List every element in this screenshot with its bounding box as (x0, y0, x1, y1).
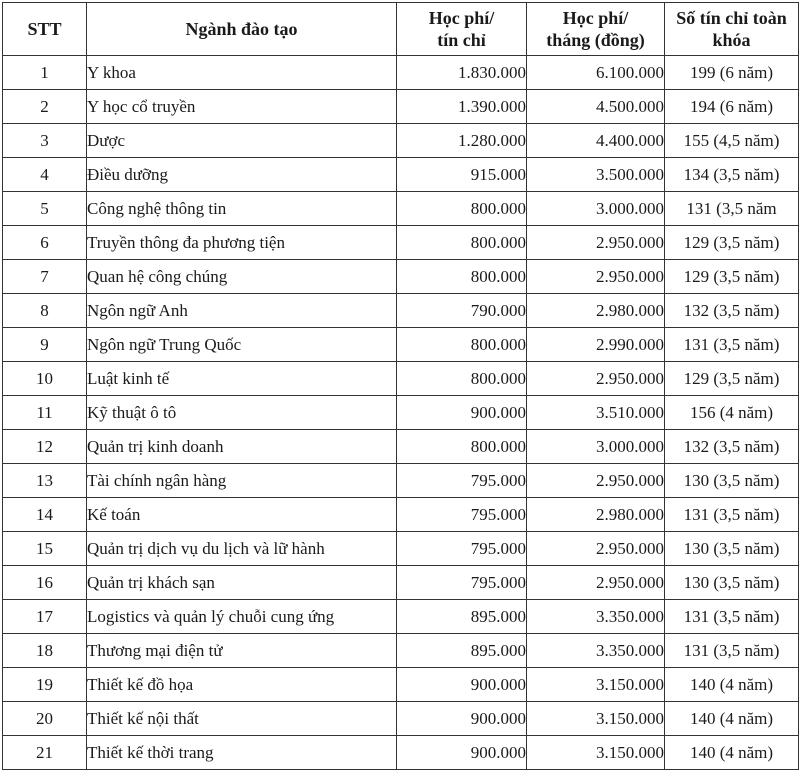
stt-cell: 10 (3, 362, 87, 396)
month-fee-cell: 3.350.000 (527, 600, 665, 634)
stt-cell: 2 (3, 90, 87, 124)
month-fee-cell: 2.980.000 (527, 498, 665, 532)
major-cell: Quan hệ công chúng (87, 260, 397, 294)
month-fee-cell: 3.500.000 (527, 158, 665, 192)
table-row (3, 464, 799, 498)
table-row (3, 158, 799, 192)
month-fee-cell: 3.000.000 (527, 192, 665, 226)
total-credits-cell: 130 (3,5 năm) (665, 566, 799, 600)
table-row (3, 90, 799, 124)
credit-fee-cell: 800.000 (397, 430, 527, 464)
total-credits-cell: 130 (3,5 năm) (665, 464, 799, 498)
month-fee-cell: 2.950.000 (527, 226, 665, 260)
credit-fee-cell: 790.000 (397, 294, 527, 328)
table-row (3, 532, 799, 566)
credit-fee-cell: 800.000 (397, 328, 527, 362)
month-fee-cell: 6.100.000 (527, 56, 665, 90)
table-row (3, 328, 799, 362)
stt-cell: 1 (3, 56, 87, 90)
credit-fee-cell: 795.000 (397, 566, 527, 600)
month-fee-cell: 4.500.000 (527, 90, 665, 124)
month-fee-cell: 3.510.000 (527, 396, 665, 430)
table-row (3, 566, 799, 600)
credit-fee-cell: 1.830.000 (397, 56, 527, 90)
total-credits-cell: 199 (6 năm) (665, 56, 799, 90)
table-header-row (3, 3, 799, 56)
stt-cell: 15 (3, 532, 87, 566)
header-stt: STT (3, 3, 87, 56)
stt-cell: 14 (3, 498, 87, 532)
major-cell: Kỹ thuật ô tô (87, 396, 397, 430)
total-credits-cell: 156 (4 năm) (665, 396, 799, 430)
header-month-fee: Học phí/ tháng (đồng) (527, 3, 665, 56)
total-credits-cell: 155 (4,5 năm) (665, 124, 799, 158)
credit-fee-cell: 1.280.000 (397, 124, 527, 158)
month-fee-cell: 2.950.000 (527, 464, 665, 498)
credit-fee-cell: 795.000 (397, 498, 527, 532)
credit-fee-cell: 800.000 (397, 192, 527, 226)
table-row (3, 362, 799, 396)
stt-cell: 3 (3, 124, 87, 158)
major-cell: Điều dưỡng (87, 158, 397, 192)
major-cell: Ngôn ngữ Trung Quốc (87, 328, 397, 362)
major-cell: Quản trị dịch vụ du lịch và lữ hành (87, 532, 397, 566)
stt-cell: 7 (3, 260, 87, 294)
table-row (3, 396, 799, 430)
total-credits-cell: 130 (3,5 năm) (665, 532, 799, 566)
stt-cell: 13 (3, 464, 87, 498)
table-row (3, 294, 799, 328)
month-fee-cell: 2.980.000 (527, 294, 665, 328)
month-fee-cell: 2.950.000 (527, 566, 665, 600)
major-cell: Thiết kế nội thất (87, 702, 397, 736)
month-fee-cell: 3.150.000 (527, 736, 665, 770)
total-credits-cell: 129 (3,5 năm) (665, 226, 799, 260)
credit-fee-cell: 795.000 (397, 532, 527, 566)
major-cell: Logistics và quản lý chuỗi cung ứng (87, 600, 397, 634)
stt-cell: 11 (3, 396, 87, 430)
credit-fee-cell: 900.000 (397, 668, 527, 702)
total-credits-cell: 131 (3,5 năm (665, 192, 799, 226)
major-cell: Kế toán (87, 498, 397, 532)
month-fee-cell: 3.000.000 (527, 430, 665, 464)
stt-cell: 12 (3, 430, 87, 464)
month-fee-cell: 3.150.000 (527, 702, 665, 736)
stt-cell: 17 (3, 600, 87, 634)
month-fee-cell: 2.950.000 (527, 260, 665, 294)
header-total-credits: Số tín chỉ toàn khóa (665, 3, 799, 56)
credit-fee-cell: 800.000 (397, 226, 527, 260)
stt-cell: 8 (3, 294, 87, 328)
table-row (3, 260, 799, 294)
major-cell: Luật kinh tế (87, 362, 397, 396)
stt-cell: 9 (3, 328, 87, 362)
month-fee-cell: 4.400.000 (527, 124, 665, 158)
credit-fee-cell: 895.000 (397, 634, 527, 668)
total-credits-cell: 131 (3,5 năm) (665, 328, 799, 362)
month-fee-cell: 2.950.000 (527, 362, 665, 396)
stt-cell: 16 (3, 566, 87, 600)
month-fee-cell: 2.990.000 (527, 328, 665, 362)
stt-cell: 21 (3, 736, 87, 770)
header-major: Ngành đào tạo (87, 3, 397, 56)
month-fee-cell: 3.150.000 (527, 668, 665, 702)
total-credits-cell: 140 (4 năm) (665, 736, 799, 770)
credit-fee-cell: 1.390.000 (397, 90, 527, 124)
table-row (3, 668, 799, 702)
stt-cell: 4 (3, 158, 87, 192)
table-row (3, 124, 799, 158)
total-credits-cell: 140 (4 năm) (665, 668, 799, 702)
credit-fee-cell: 900.000 (397, 736, 527, 770)
total-credits-cell: 132 (3,5 năm) (665, 294, 799, 328)
major-cell: Quản trị khách sạn (87, 566, 397, 600)
major-cell: Ngôn ngữ Anh (87, 294, 397, 328)
header-credit-fee: Học phí/ tín chỉ (397, 3, 527, 56)
stt-cell: 5 (3, 192, 87, 226)
table-row (3, 702, 799, 736)
total-credits-cell: 194 (6 năm) (665, 90, 799, 124)
total-credits-cell: 134 (3,5 năm) (665, 158, 799, 192)
total-credits-cell: 131 (3,5 năm) (665, 600, 799, 634)
major-cell: Dược (87, 124, 397, 158)
table-row (3, 192, 799, 226)
credit-fee-cell: 800.000 (397, 362, 527, 396)
tuition-fee-table (2, 2, 799, 770)
major-cell: Truyền thông đa phương tiện (87, 226, 397, 260)
credit-fee-cell: 900.000 (397, 702, 527, 736)
total-credits-cell: 132 (3,5 năm) (665, 430, 799, 464)
table-row (3, 430, 799, 464)
table-body (3, 56, 799, 770)
table-row (3, 226, 799, 260)
total-credits-cell: 140 (4 năm) (665, 702, 799, 736)
table-row (3, 498, 799, 532)
total-credits-cell: 131 (3,5 năm) (665, 498, 799, 532)
stt-cell: 18 (3, 634, 87, 668)
month-fee-cell: 2.950.000 (527, 532, 665, 566)
stt-cell: 6 (3, 226, 87, 260)
credit-fee-cell: 895.000 (397, 600, 527, 634)
major-cell: Tài chính ngân hàng (87, 464, 397, 498)
major-cell: Y khoa (87, 56, 397, 90)
table-row (3, 600, 799, 634)
credit-fee-cell: 800.000 (397, 260, 527, 294)
major-cell: Thiết kế thời trang (87, 736, 397, 770)
credit-fee-cell: 795.000 (397, 464, 527, 498)
table-row (3, 56, 799, 90)
major-cell: Y học cổ truyền (87, 90, 397, 124)
table-row (3, 634, 799, 668)
major-cell: Quản trị kinh doanh (87, 430, 397, 464)
total-credits-cell: 129 (3,5 năm) (665, 362, 799, 396)
major-cell: Thương mại điện tử (87, 634, 397, 668)
major-cell: Thiết kế đồ họa (87, 668, 397, 702)
stt-cell: 20 (3, 702, 87, 736)
major-cell: Công nghệ thông tin (87, 192, 397, 226)
table-row (3, 736, 799, 770)
stt-cell: 19 (3, 668, 87, 702)
total-credits-cell: 129 (3,5 năm) (665, 260, 799, 294)
month-fee-cell: 3.350.000 (527, 634, 665, 668)
credit-fee-cell: 900.000 (397, 396, 527, 430)
credit-fee-cell: 915.000 (397, 158, 527, 192)
total-credits-cell: 131 (3,5 năm) (665, 634, 799, 668)
